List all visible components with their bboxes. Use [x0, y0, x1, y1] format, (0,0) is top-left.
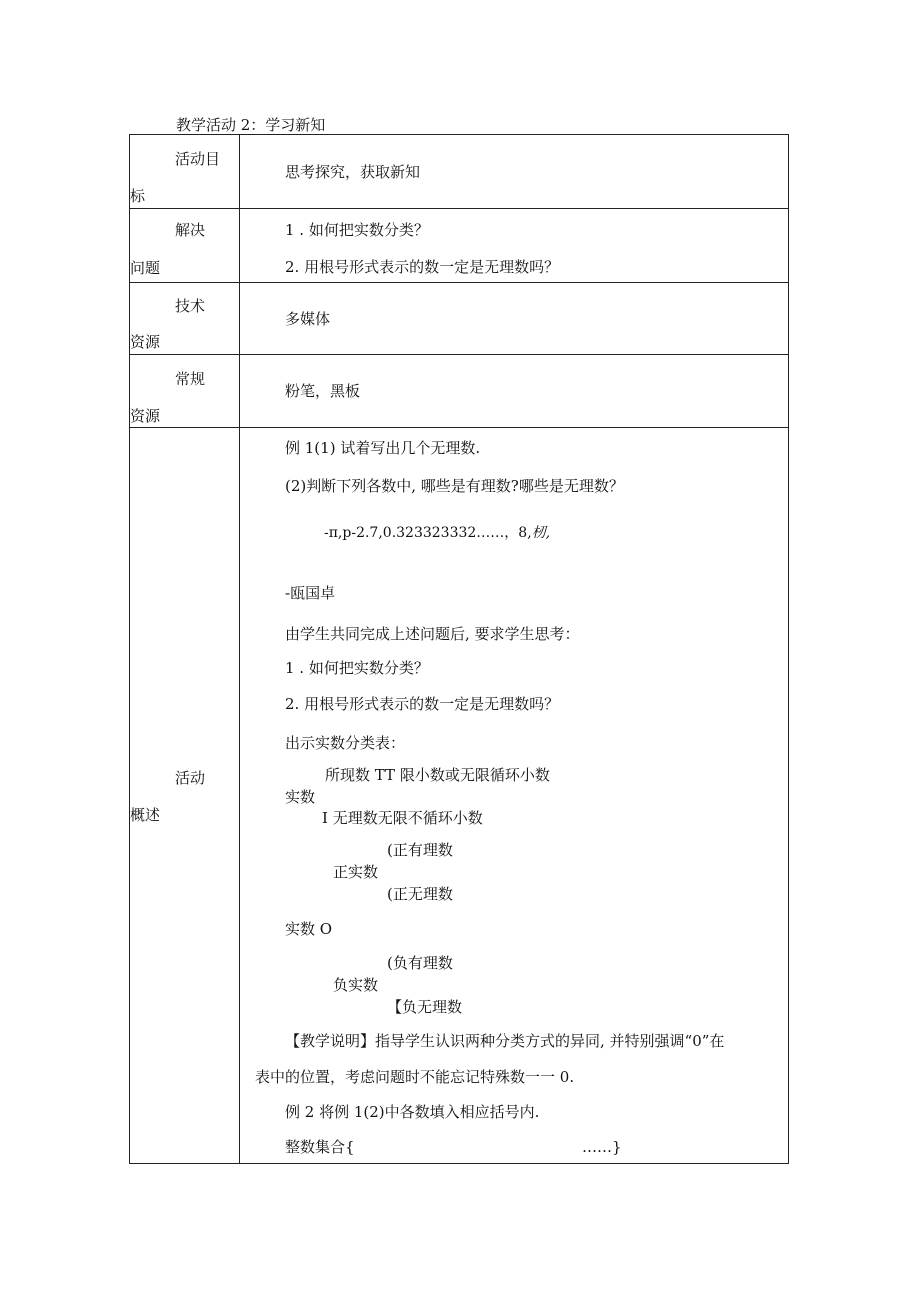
teaching-note-line-2: 表中的位置，考虑问题时不能忘记特殊数一一 0. — [255, 1068, 575, 1086]
classification-rational: 所现数 TT 限小数或无限循环小数 — [325, 766, 550, 784]
overview-question-2: 2. 用根号形式表示的数一定是无理数吗？ — [285, 695, 560, 713]
classification-positive-rational: (正有理数 — [387, 841, 453, 859]
classification-negative-rational: (负有理数 — [387, 954, 453, 972]
example-1-part-1: 例 1(1) 试着写出几个无理数. — [285, 439, 481, 457]
goal-label-top: 活动目 — [175, 150, 221, 168]
example-1-part-2: (2)判断下列各数中, 哪些是有理数?哪些是无理数？ — [285, 477, 624, 495]
tech-label-bottom: 资源 — [130, 333, 161, 351]
number-list-formula — [324, 525, 550, 542]
garbled-formula-line: -瓯国卓 — [285, 584, 336, 602]
classification-irrational: I 无理数无限不循环小数 — [322, 809, 483, 827]
regular-label-top: 常规 — [175, 370, 206, 388]
column-divider — [239, 135, 240, 1163]
integer-set-end: ……} — [582, 1138, 622, 1156]
integer-set-label: 整数集合{ — [285, 1138, 355, 1156]
after-instruction: 由学生共同完成上述问题后, 要求学生思考： — [285, 625, 580, 643]
regular-content: 粉笔，黑板 — [285, 382, 361, 400]
problem-label-top: 解决 — [175, 221, 206, 239]
overview-label-top: 活动 — [175, 769, 206, 787]
number-list-tail: 杒, — [531, 525, 551, 541]
example-2: 例 2 将例 1(2)中各数填入相应括号内. — [285, 1103, 540, 1121]
show-table-label: 出示实数分类表： — [285, 734, 406, 752]
tech-content: 多媒体 — [285, 310, 331, 328]
classification-negative-real: 负实数 — [333, 976, 379, 994]
page-heading: 教学活动 2：学习新知 — [176, 116, 326, 134]
row-divider — [130, 354, 788, 355]
row-divider — [130, 282, 788, 283]
regular-label-bottom: 资源 — [130, 407, 161, 425]
activity-table — [129, 134, 789, 1164]
goal-label-bottom: 标 — [130, 187, 146, 205]
row-divider — [130, 208, 788, 209]
number-list-main: -π,p-2.7,0.323323332……，8, — [324, 525, 532, 541]
row-divider — [130, 427, 788, 428]
problem-label-bottom: 问题 — [130, 259, 161, 277]
classification-positive-irrational: (正无理数 — [387, 885, 453, 903]
goal-content: 思考探究，获取新知 — [285, 163, 421, 181]
problem-question-1: 1 . 如何把实数分类？ — [285, 221, 429, 239]
tech-label-top: 技术 — [175, 297, 206, 315]
overview-label-bottom: 概述 — [130, 806, 161, 824]
problem-question-2: 2. 用根号形式表示的数一定是无理数吗？ — [285, 258, 560, 276]
classification-real-zero: 实数 O — [285, 920, 333, 938]
classification-negative-irrational: 【负无理数 — [387, 998, 463, 1016]
classification-real: 实数 — [285, 788, 316, 806]
teaching-note-line-1: 【教学说明】指导学生认识两种分类方式的异同, 并特别强调“0”在 — [285, 1032, 725, 1050]
classification-positive-real: 正实数 — [333, 863, 379, 881]
overview-question-1: 1 . 如何把实数分类？ — [285, 659, 429, 677]
